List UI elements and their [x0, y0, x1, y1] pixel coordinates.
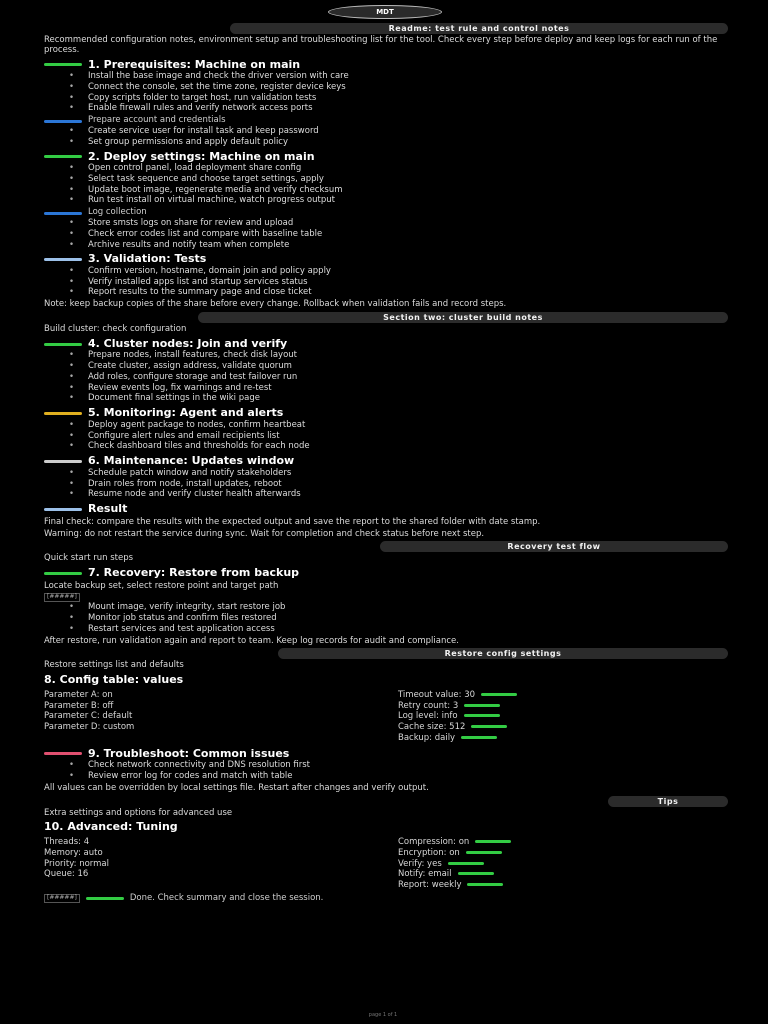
green-toggle-icon	[464, 714, 500, 717]
green-marker-icon	[86, 897, 124, 900]
tips-table	[44, 837, 728, 892]
list-item: • Install the base image and check the driver version with care	[68, 71, 349, 82]
list-item: • Open control panel, load deployment share config	[68, 163, 302, 174]
list-item: • Enable firewall rules and verify network access ports	[68, 103, 313, 114]
table-cell: Cache size: 512	[398, 723, 728, 733]
top-logo: MDT	[328, 5, 442, 19]
final-row: [#####] Done. Check summary and close the session.	[44, 894, 728, 904]
section-1-subheading: Prepare account and credentials	[44, 116, 728, 126]
note-paragraph-2: Final check: compare the results with the expected output and save the report to the shared folder with date stamp.	[44, 516, 541, 527]
list-item: • Monitor job status and confirm files restored	[68, 613, 277, 624]
list-item: • Check dashboard tiles and thresholds for each node	[68, 441, 310, 452]
section-8-body: Locate backup set, select restore point and target path	[44, 580, 279, 591]
note-paragraph-1: Note: keep backup copies of the share before every change. Rollback when validation fails and record steps.	[44, 299, 507, 310]
list-item: • Update boot image, regenerate media and verify checksum	[68, 184, 343, 195]
green-toggle-icon	[481, 693, 517, 696]
list-item: • Prepare nodes, install features, check disk layout	[68, 350, 297, 361]
white-marker-icon	[44, 460, 82, 463]
table-cell: Compression: on	[398, 838, 728, 848]
config-right-column	[398, 690, 728, 745]
green-toggle-icon	[475, 840, 511, 843]
yellow-marker-icon	[44, 412, 82, 415]
list-item: • Schedule patch window and notify stakeholders	[68, 467, 292, 478]
page-footer: page 1 of 1	[368, 1012, 398, 1018]
blue-marker-icon	[44, 212, 82, 215]
document-body	[44, 22, 728, 904]
table-cell: Timeout value: 30	[398, 691, 728, 701]
green-toggle-icon	[448, 862, 484, 865]
intro-paragraph: Recommended configuration notes, environment setup and troubleshooting list for the tool. Check every step before deploy and keep logs for each run of the process.	[44, 35, 718, 55]
light-blue-marker-icon	[44, 258, 82, 261]
table-cell: Backup: daily	[398, 734, 728, 744]
list-item: • Create cluster, assign address, validate quorum	[68, 361, 292, 372]
config-left-column	[44, 690, 374, 745]
list-item: • Connect the console, set the time zone, register device keys	[68, 81, 346, 92]
table-cell: Parameter C: default	[44, 711, 133, 722]
section-4-heading: 4. Cluster nodes: Join and verify	[44, 338, 728, 351]
green-toggle-icon	[464, 704, 500, 707]
note-paragraph-4: After restore, run validation again and report to team. Keep log records for audit and compliance.	[44, 635, 459, 646]
list-item: • Deploy agent package to nodes, confirm heartbeat	[68, 419, 306, 430]
list-item: • Check error codes list and compare with baseline table	[68, 228, 323, 239]
table-cell: Parameter D: custom	[44, 722, 135, 733]
section-8-tag-row	[44, 593, 728, 602]
section-9-heading: 8. Config table: values	[44, 673, 184, 687]
table-cell: Report: weekly	[398, 881, 728, 891]
section-3-heading: 3. Validation: Tests	[44, 253, 728, 266]
list-item: • Verify installed apps list and startup services status	[68, 276, 308, 287]
table-cell: Queue: 16	[44, 869, 89, 880]
section-5-heading: 5. Monitoring: Agent and alerts	[44, 407, 728, 420]
red-marker-icon	[44, 752, 82, 755]
list-item: • Add roles, configure storage and test failover run	[68, 371, 298, 382]
section-1-steps	[44, 72, 728, 114]
blue-marker-icon	[44, 120, 82, 123]
table-cell: Priority: normal	[44, 858, 109, 869]
list-item: • Store smsts logs on share for review and upload	[68, 218, 294, 228]
green-toggle-icon	[466, 851, 502, 854]
green-marker-icon	[44, 63, 82, 66]
note-paragraph-3: Warning: do not restart the service during sync. Wait for completion and check status before next step.	[44, 528, 485, 539]
list-item: • Run test install on virtual machine, watch progress output	[68, 195, 335, 206]
table-cell: Retry count: 3	[398, 702, 728, 712]
green-marker-icon	[44, 155, 82, 158]
table-cell: Parameter B: off	[44, 700, 114, 711]
table-cell: Parameter A: on	[44, 689, 113, 700]
tips-right-column	[398, 837, 728, 892]
green-toggle-icon	[467, 883, 503, 886]
section-2-subheading: Log collection	[44, 208, 728, 218]
green-toggle-icon	[471, 725, 507, 728]
section-6-heading: 6. Maintenance: Updates window	[44, 455, 728, 468]
section-8-heading: 7. Recovery: Restore from backup	[44, 567, 728, 580]
tips-lead: Extra settings and options for advanced use	[44, 807, 233, 818]
green-toggle-icon	[461, 736, 497, 739]
section-banner-4: Restore config settings	[278, 648, 728, 659]
list-item: • Document final settings in the wiki page	[68, 393, 260, 404]
list-item: • Resume node and verify cluster health afterwards	[68, 489, 301, 500]
code-tag: [#####]	[44, 894, 80, 903]
table-cell: Encryption: on	[398, 849, 728, 859]
list-item: • Report results to the summary page and close ticket	[68, 287, 312, 298]
table-cell: Notify: email	[398, 870, 728, 880]
green-marker-icon	[44, 572, 82, 575]
list-item: • Restart services and test application access	[68, 623, 275, 634]
section-7-heading: Result	[44, 503, 728, 516]
note-paragraph-5: All values can be overridden by local settings file. Restart after changes and verify output.	[44, 782, 429, 793]
section-4-lead: Build cluster: check configuration	[44, 324, 187, 334]
green-toggle-icon	[458, 872, 494, 875]
list-item: • Confirm version, hostname, domain join and policy apply	[68, 265, 331, 276]
list-item: • Set group permissions and apply default policy	[68, 136, 289, 147]
section-1-heading: 1. Prerequisites: Machine on main	[44, 59, 728, 72]
list-item: • Review error log for codes and match with table	[68, 771, 293, 782]
table-cell: Threads: 4	[44, 836, 90, 847]
tips-left-column	[44, 837, 374, 892]
tips-heading: 10. Advanced: Tuning	[44, 820, 178, 834]
config-table	[44, 690, 728, 745]
table-cell: Verify: yes	[398, 860, 728, 870]
light-blue-marker-icon	[44, 508, 82, 511]
section-banner-1: Readme: test rule and control notes	[230, 23, 728, 34]
section-8-lead: Quick start run steps	[44, 553, 134, 564]
section-9-lead: Restore settings list and defaults	[44, 660, 184, 671]
list-item: • Configure alert rules and email recipients list	[68, 430, 280, 441]
list-item: • Archive results and notify team when complete	[68, 239, 290, 250]
list-item: • Mount image, verify integrity, start restore job	[68, 602, 286, 613]
section-banner-5: Tips	[608, 796, 728, 807]
section-banner-3: Recovery test flow	[380, 541, 728, 552]
green-marker-icon	[44, 343, 82, 346]
list-item: • Drain roles from node, install updates, reboot	[68, 478, 282, 489]
table-cell: Memory: auto	[44, 847, 103, 858]
list-item: • Review events log, fix warnings and re-test	[68, 382, 272, 393]
list-item: • Create service user for install task and keep password	[68, 126, 319, 136]
list-item: • Check network connectivity and DNS resolution first	[68, 760, 310, 771]
list-item: • Select task sequence and choose target settings, apply	[68, 173, 324, 184]
section-banner-2: Section two: cluster build notes	[198, 312, 728, 323]
list-item: • Copy scripts folder to target host, run validation tests	[68, 92, 317, 103]
section-2-heading: 2. Deploy settings: Machine on main	[44, 151, 728, 164]
table-cell: Log level: info	[398, 712, 728, 722]
code-tag: [#####]	[44, 593, 80, 602]
section-10-heading: 9. Troubleshoot: Common issues	[44, 748, 728, 761]
